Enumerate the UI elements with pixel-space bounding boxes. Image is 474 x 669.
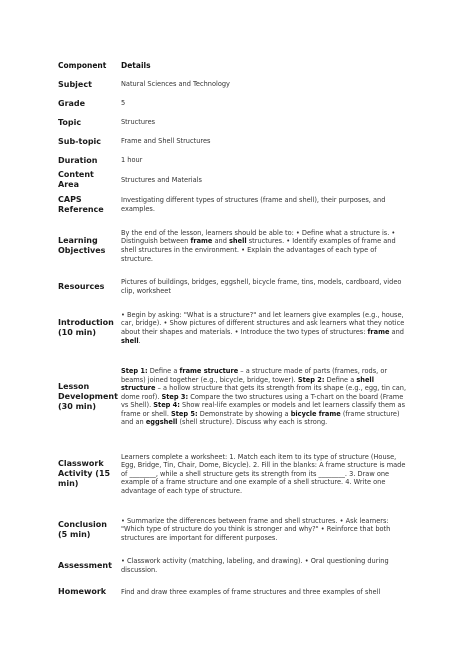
text-segment: and [212,237,229,246]
table-header-row [58,56,408,75]
row-value-development [121,354,408,440]
row-label-content-area: Content Area [58,170,94,189]
row-value-conclusion: • Summarize the differences between frame and shell structures. • Ask learners: "Which type of structure do you think is stronger and why?" • Reinforce that both structures are important for different purposes. [121,516,391,542]
row-label-subtopic: Sub-topic [58,136,102,146]
row-label-introduction: Introduction (10 min) [58,318,114,337]
row-value-topic: Structures [121,118,156,127]
step-label: Step 4: [153,401,180,410]
row-value-homework: Find and draw three examples of frame structures and three examples of shell [121,587,381,596]
step-label: Step 1: [121,366,148,375]
bold-term: shell [121,336,139,345]
table-row [58,220,408,272]
bold-term: frame [190,237,213,246]
text-segment: Show real-life examples or models and let learners classify them as frame or shell. [121,401,406,418]
row-label-subject: Subject [58,79,92,89]
table-row [58,132,408,151]
text-segment: Compare the two structures using a T-chart on the board (Frame vs Shell). [121,392,404,410]
row-label-caps: CAPS Reference [58,195,104,214]
table-row [58,94,408,113]
table-row [58,151,408,170]
row-label-resources: Resources [58,282,105,291]
row-value-resources: Pictures of buildings, bridges, eggshell, bicycle frame, tins, models, cardboard, video clip, worksheet [121,278,402,295]
text-segment: Demonstrate by showing a [197,409,291,418]
row-value-content-area: Structures and Materials [121,175,202,184]
text-segment: By the end of the lesson, learners should be able to: • Define what a structure is. • Distinguish between [121,228,396,246]
text-segment: Define a [147,366,180,375]
row-label-classwork: Classwork Activity (15 min) [58,459,111,488]
text-segment: and [389,328,404,336]
table-row [58,170,408,190]
bold-term: shell structure [121,375,374,393]
text-segment: (shell structure). Discuss why each is strong. [177,418,328,427]
table-row [58,354,408,440]
row-value-grade: 5 [121,99,126,108]
table-row [58,581,408,603]
row-label-duration: Duration [58,155,98,165]
row-label-homework: Homework [58,587,107,596]
text-segment: – a hollow structure that gets its strength from its shape (e.g., egg, tin can, dome roof). [121,384,407,401]
step-label: Step 3: [161,392,189,401]
row-value-subject: Natural Sciences and Technology [121,80,230,89]
table-row [58,440,408,508]
row-label-conclusion: Conclusion (5 min) [58,519,107,539]
row-value-assessment: • Classwork activity (matching, labeling, and drawing). • Oral questioning during discussion. [121,557,389,574]
bold-term: eggshell [145,418,178,427]
table-row [58,272,408,302]
row-value-caps: Investigating different types of structures (frame and shell), their purposes, and examples. [121,196,386,213]
header-component: Component [58,61,107,70]
text-segment: . [138,336,141,345]
bold-term: frame structure [179,366,239,375]
text-segment: – a structure made of parts (frames, rods, or beams) joined together (e.g., bicycle, bridge, tower). [121,366,388,384]
table-row [58,190,408,220]
bold-term: frame [367,328,390,336]
row-value-subtopic: Frame and Shell Structures [121,137,211,146]
step-label: Step 5: [171,409,198,418]
row-value-introduction [121,302,408,354]
row-label-development: Lesson Development (30 min) [58,382,118,411]
table-row [58,302,408,354]
text-segment: Define a [324,375,357,384]
row-label-objectives: Learning Objectives [58,236,106,255]
header-details: Details [121,61,151,70]
table-row [58,75,408,94]
text-segment: (frame structure) and an [121,409,400,427]
row-value-classwork: Learners complete a worksheet: 1. Match each item to its type of structure (House, Egg, Bridge, Tin, Chair, Dome, Bicycle). 2. Fill in the blanks: A frame structure is made of ________, while a shell structure gets its strength from its ________. 3. Draw one example of a frame structure and one example of a shell structure. 4. Write one advantage of each type of structure. [121,452,406,495]
row-label-topic: Topic [58,117,82,127]
row-value-duration: 1 hour [121,156,143,165]
text-segment: structures. • Identify examples of frame and shell structures in the environment. • Explain the advantages of each type of structure. [121,237,396,263]
table-row [58,113,408,132]
bold-term: bicycle frame [290,409,341,418]
lesson-plan-table [58,56,408,603]
text-segment: • Begin by asking: "What is a structure?" and let learners give examples (e.g., house, car, bridge). • Show pictures of different structures and ask learners what they notice about their shapes and materials. • Introduce the two types of structures: [121,310,405,336]
bold-term: shell [229,237,247,246]
step-label: Step 2: [297,375,325,384]
table-row [58,551,408,581]
row-label-grade: Grade [58,98,86,108]
table-row [58,508,408,551]
row-value-objectives [121,220,408,272]
row-label-assessment: Assessment [58,561,112,570]
